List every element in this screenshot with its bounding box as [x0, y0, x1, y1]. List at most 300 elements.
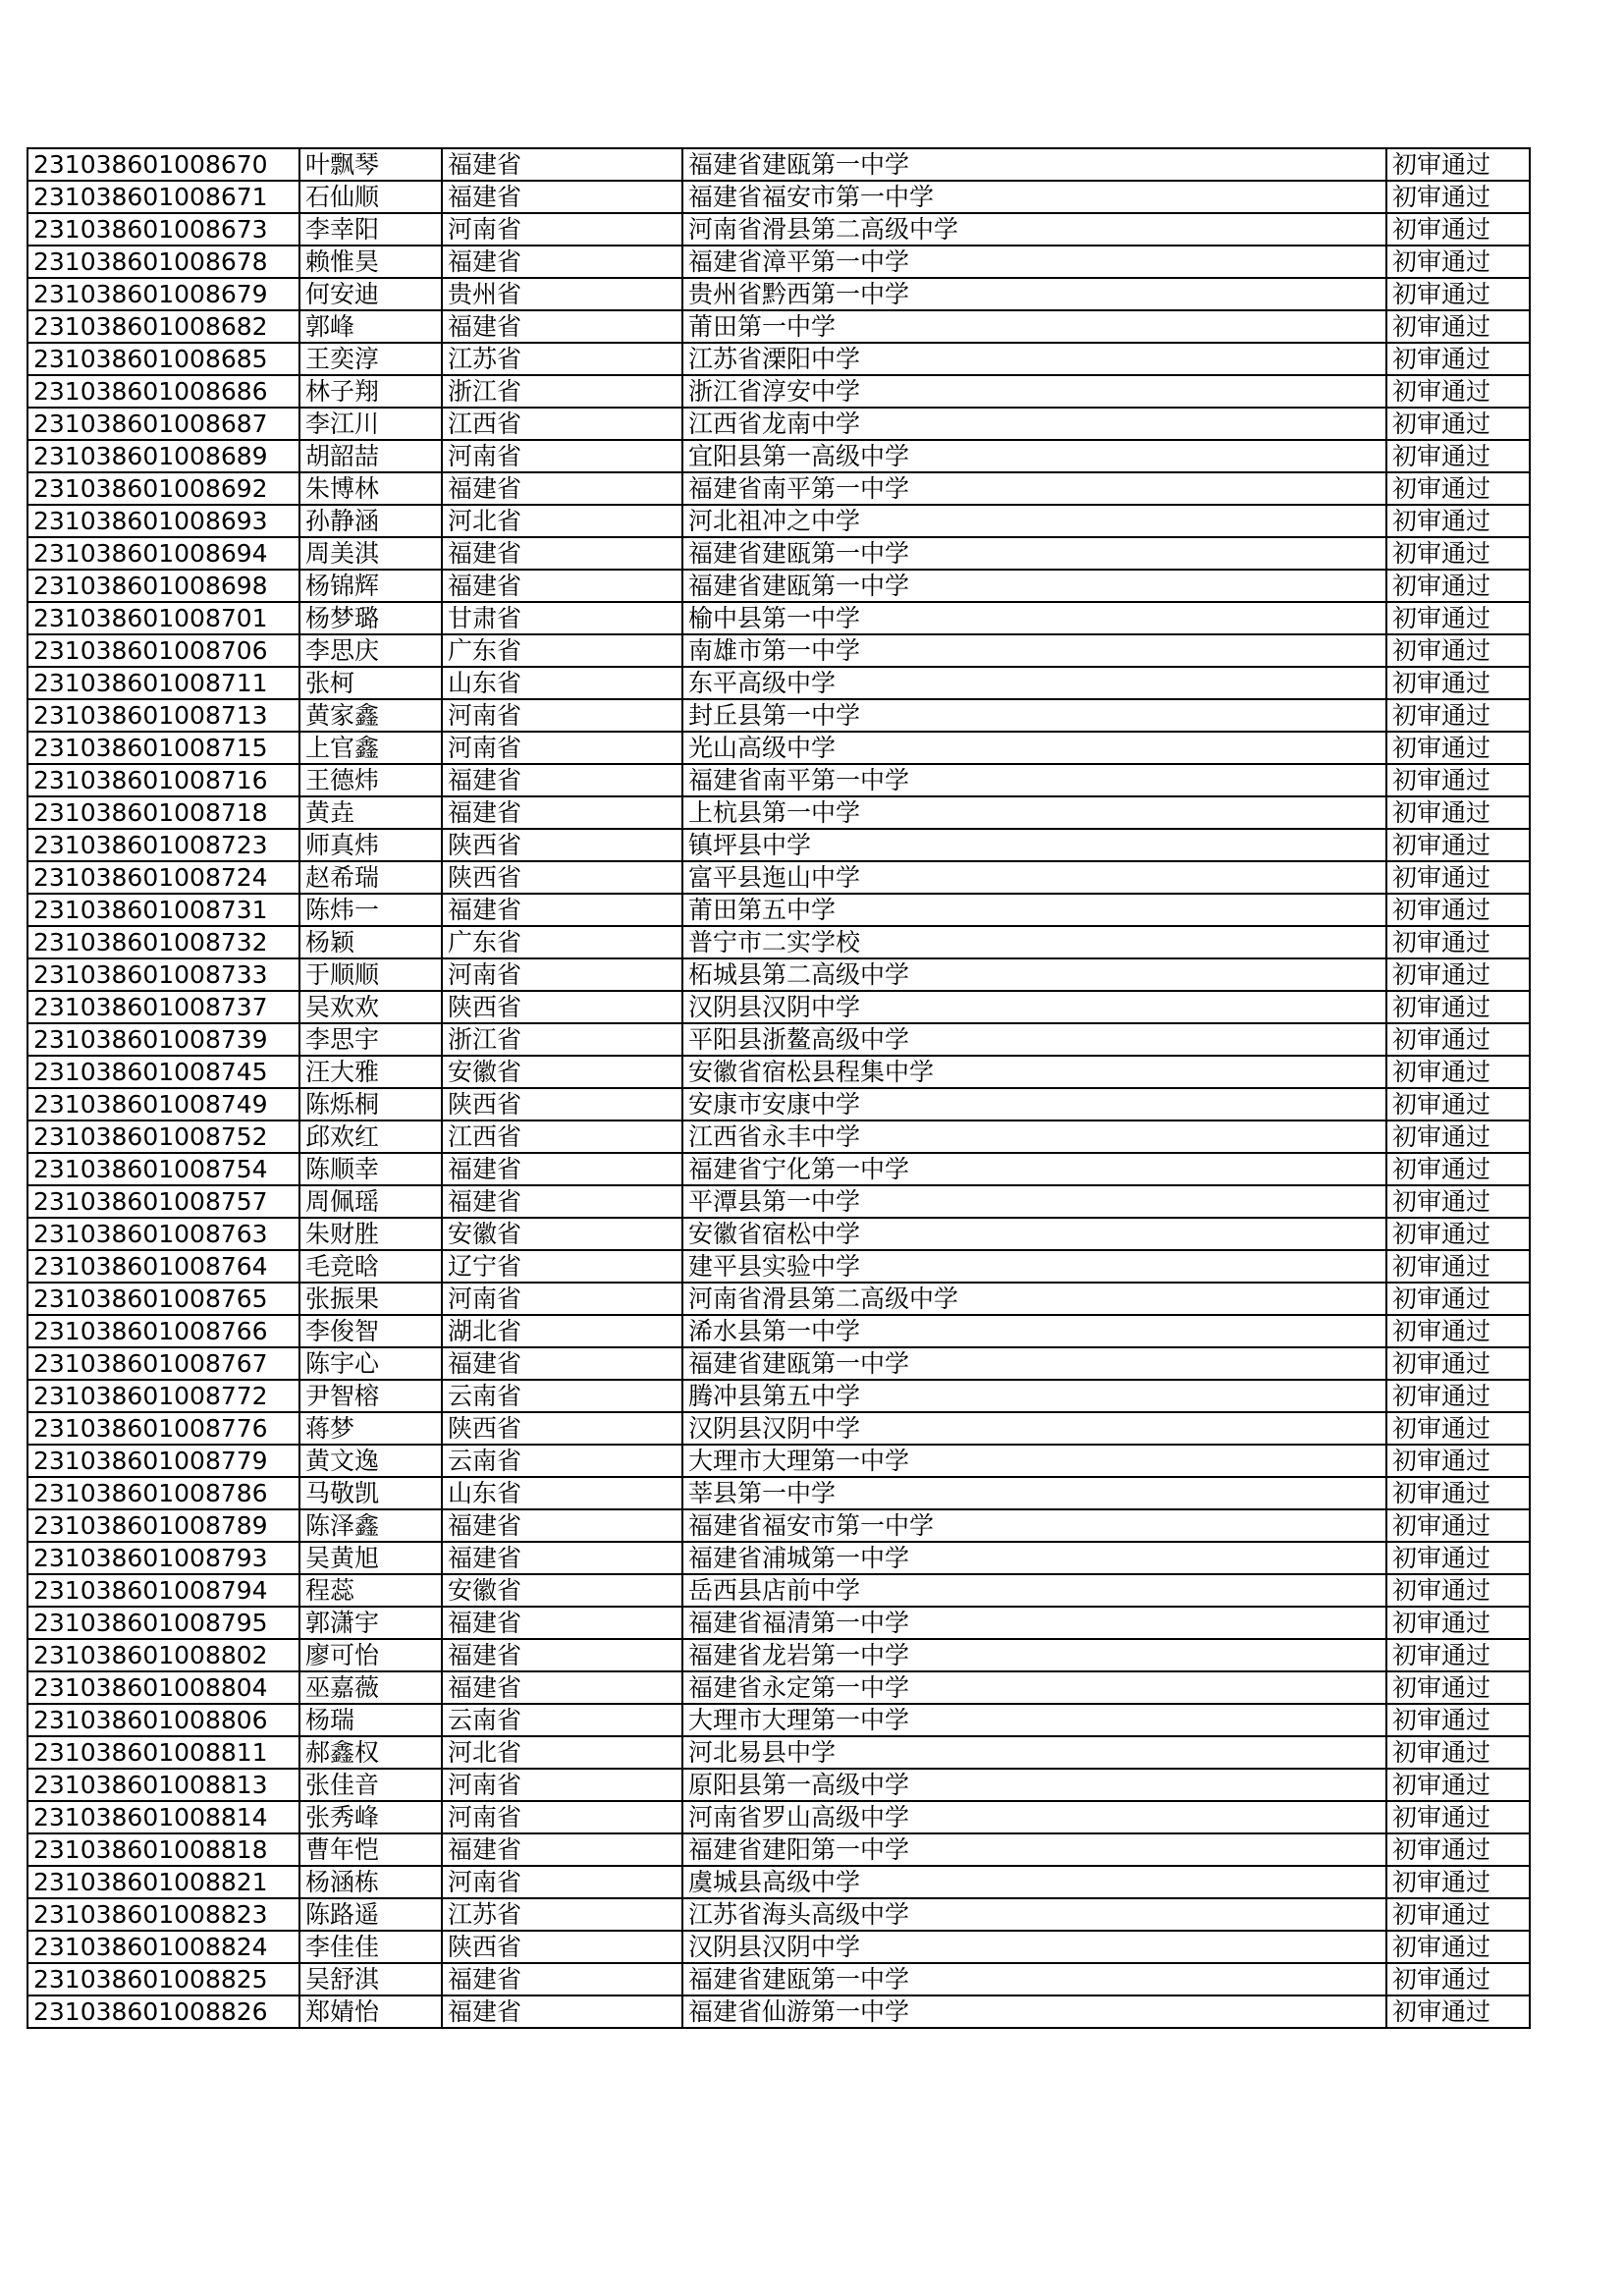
school-cell: 江西省龙南中学	[682, 408, 1386, 440]
school-cell: 福建省浦城第一中学	[682, 1542, 1386, 1574]
applicant-id-cell: 231038601008772	[27, 1380, 299, 1412]
applicant-id-cell: 231038601008713	[27, 699, 299, 732]
review-status-cell: 初审通过	[1386, 1056, 1530, 1088]
applicant-id-cell: 231038601008694	[27, 537, 299, 570]
applicant-id-cell: 231038601008682	[27, 310, 299, 343]
review-status-cell: 初审通过	[1386, 1671, 1530, 1704]
applicant-name-cell: 廖可怡	[299, 1639, 442, 1671]
school-cell: 福建省建瓯第一中学	[682, 1963, 1386, 1995]
applicant-id-cell: 231038601008757	[27, 1185, 299, 1218]
applicant-id-cell: 231038601008679	[27, 278, 299, 310]
school-cell: 河南省滑县第二高级中学	[682, 213, 1386, 246]
review-status-cell: 初审通过	[1386, 1607, 1530, 1639]
province-cell: 福建省	[442, 894, 682, 926]
applicant-id-cell: 231038601008689	[27, 440, 299, 472]
applicant-id-cell: 231038601008733	[27, 958, 299, 991]
applicant-name-cell: 吴黄旭	[299, 1542, 442, 1574]
table-row	[27, 602, 1530, 634]
table-row	[27, 958, 1530, 991]
table-row	[27, 1639, 1530, 1671]
school-cell: 平阳县浙鳌高级中学	[682, 1023, 1386, 1056]
province-cell: 福建省	[442, 1153, 682, 1185]
review-status-cell: 初审通过	[1386, 148, 1530, 181]
province-cell: 福建省	[442, 1347, 682, 1380]
applicant-id-cell: 231038601008670	[27, 148, 299, 181]
table-row	[27, 1995, 1530, 2028]
review-status-cell: 初审通过	[1386, 602, 1530, 634]
school-cell: 普宁市二实学校	[682, 926, 1386, 958]
province-cell: 福建省	[442, 246, 682, 278]
applicant-id-cell: 231038601008818	[27, 1833, 299, 1866]
province-cell: 江西省	[442, 408, 682, 440]
table-row	[27, 1347, 1530, 1380]
applicant-name-cell: 于顺顺	[299, 958, 442, 991]
province-cell: 福建省	[442, 1995, 682, 2028]
review-status-cell: 初审通过	[1386, 991, 1530, 1023]
applicant-name-cell: 陈炜一	[299, 894, 442, 926]
table-row	[27, 148, 1530, 181]
applicant-id-cell: 231038601008716	[27, 764, 299, 796]
table-row	[27, 829, 1530, 861]
applicant-name-cell: 程蕊	[299, 1574, 442, 1607]
school-cell: 原阳县第一高级中学	[682, 1769, 1386, 1801]
review-status-cell: 初审通过	[1386, 408, 1530, 440]
applicant-name-cell: 张佳音	[299, 1769, 442, 1801]
school-cell: 福建省仙游第一中学	[682, 1995, 1386, 2028]
school-cell: 岳西县店前中学	[682, 1574, 1386, 1607]
table-row	[27, 505, 1530, 537]
province-cell: 江西省	[442, 1121, 682, 1153]
table-row	[27, 570, 1530, 602]
applicant-name-cell: 周美淇	[299, 537, 442, 570]
table-row	[27, 1477, 1530, 1509]
province-cell: 河南省	[442, 1283, 682, 1315]
applicant-id-cell: 231038601008687	[27, 408, 299, 440]
applicant-name-cell: 蒋梦	[299, 1412, 442, 1445]
school-cell: 福建省龙岩第一中学	[682, 1639, 1386, 1671]
province-cell: 浙江省	[442, 1023, 682, 1056]
table-row	[27, 213, 1530, 246]
province-cell: 陕西省	[442, 861, 682, 894]
province-cell: 福建省	[442, 1542, 682, 1574]
review-status-cell: 初审通过	[1386, 796, 1530, 829]
table-row	[27, 1315, 1530, 1347]
school-cell: 汉阴县汉阴中学	[682, 1931, 1386, 1963]
province-cell: 云南省	[442, 1380, 682, 1412]
applicant-id-cell: 231038601008706	[27, 634, 299, 667]
applicant-name-cell: 陈宇心	[299, 1347, 442, 1380]
province-cell: 江苏省	[442, 343, 682, 375]
applicant-name-cell: 吴欢欢	[299, 991, 442, 1023]
province-cell: 陕西省	[442, 1412, 682, 1445]
province-cell: 云南省	[442, 1704, 682, 1736]
province-cell: 福建省	[442, 570, 682, 602]
province-cell: 浙江省	[442, 375, 682, 408]
table-row	[27, 1250, 1530, 1283]
review-status-cell: 初审通过	[1386, 246, 1530, 278]
review-status-cell: 初审通过	[1386, 1574, 1530, 1607]
review-status-cell: 初审通过	[1386, 1023, 1530, 1056]
review-status-cell: 初审通过	[1386, 861, 1530, 894]
applicant-id-cell: 231038601008825	[27, 1963, 299, 1995]
applicant-table	[27, 147, 1531, 2029]
school-cell: 上杭县第一中学	[682, 796, 1386, 829]
school-cell: 大理市大理第一中学	[682, 1704, 1386, 1736]
applicant-name-cell: 孙静涵	[299, 505, 442, 537]
review-status-cell: 初审通过	[1386, 667, 1530, 699]
school-cell: 江苏省海头高级中学	[682, 1898, 1386, 1931]
table-row	[27, 991, 1530, 1023]
review-status-cell: 初审通过	[1386, 472, 1530, 505]
table-row	[27, 894, 1530, 926]
review-status-cell: 初审通过	[1386, 1121, 1530, 1153]
applicant-id-cell: 231038601008693	[27, 505, 299, 537]
province-cell: 辽宁省	[442, 1250, 682, 1283]
applicant-id-cell: 231038601008814	[27, 1801, 299, 1833]
applicant-id-cell: 231038601008786	[27, 1477, 299, 1509]
school-cell: 河北易县中学	[682, 1736, 1386, 1769]
review-status-cell: 初审通过	[1386, 958, 1530, 991]
province-cell: 河南省	[442, 1866, 682, 1898]
review-status-cell: 初审通过	[1386, 1412, 1530, 1445]
school-cell: 虞城县高级中学	[682, 1866, 1386, 1898]
applicant-id-cell: 231038601008806	[27, 1704, 299, 1736]
applicant-id-cell: 231038601008737	[27, 991, 299, 1023]
province-cell: 福建省	[442, 796, 682, 829]
review-status-cell: 初审通过	[1386, 505, 1530, 537]
review-status-cell: 初审通过	[1386, 1639, 1530, 1671]
applicant-name-cell: 张柯	[299, 667, 442, 699]
table-row	[27, 1121, 1530, 1153]
applicant-id-cell: 231038601008732	[27, 926, 299, 958]
applicant-name-cell: 张秀峰	[299, 1801, 442, 1833]
school-cell: 宜阳县第一高级中学	[682, 440, 1386, 472]
review-status-cell: 初审通过	[1386, 1801, 1530, 1833]
applicant-id-cell: 231038601008823	[27, 1898, 299, 1931]
table-row	[27, 1542, 1530, 1574]
school-cell: 福建省永定第一中学	[682, 1671, 1386, 1704]
table-row	[27, 1833, 1530, 1866]
applicant-id-cell: 231038601008754	[27, 1153, 299, 1185]
applicant-id-cell: 231038601008766	[27, 1315, 299, 1347]
school-cell: 南雄市第一中学	[682, 634, 1386, 667]
review-status-cell: 初审通过	[1386, 570, 1530, 602]
province-cell: 河南省	[442, 1769, 682, 1801]
school-cell: 建平县实验中学	[682, 1250, 1386, 1283]
applicant-name-cell: 郭峰	[299, 310, 442, 343]
school-cell: 平潭县第一中学	[682, 1185, 1386, 1218]
applicant-name-cell: 杨颖	[299, 926, 442, 958]
applicant-name-cell: 杨梦璐	[299, 602, 442, 634]
table-row	[27, 1671, 1530, 1704]
review-status-cell: 初审通过	[1386, 1250, 1530, 1283]
province-cell: 福建省	[442, 764, 682, 796]
table-row	[27, 1898, 1530, 1931]
review-status-cell: 初审通过	[1386, 1088, 1530, 1121]
table-row	[27, 796, 1530, 829]
table-row	[27, 472, 1530, 505]
applicant-id-cell: 231038601008745	[27, 1056, 299, 1088]
table-row	[27, 1769, 1530, 1801]
province-cell: 河南省	[442, 1801, 682, 1833]
review-status-cell: 初审通过	[1386, 1736, 1530, 1769]
table-row	[27, 1607, 1530, 1639]
province-cell: 陕西省	[442, 991, 682, 1023]
school-cell: 河北祖冲之中学	[682, 505, 1386, 537]
province-cell: 陕西省	[442, 829, 682, 861]
table-row	[27, 1412, 1530, 1445]
applicant-id-cell: 231038601008685	[27, 343, 299, 375]
applicant-name-cell: 林子翔	[299, 375, 442, 408]
applicant-id-cell: 231038601008701	[27, 602, 299, 634]
review-status-cell: 初审通过	[1386, 1218, 1530, 1250]
applicant-name-cell: 马敬凯	[299, 1477, 442, 1509]
table-row	[27, 408, 1530, 440]
review-status-cell: 初审通过	[1386, 343, 1530, 375]
applicant-id-cell: 231038601008749	[27, 1088, 299, 1121]
applicant-id-cell: 231038601008671	[27, 181, 299, 213]
applicant-name-cell: 杨瑞	[299, 1704, 442, 1736]
province-cell: 陕西省	[442, 1088, 682, 1121]
school-cell: 腾冲县第五中学	[682, 1380, 1386, 1412]
applicant-name-cell: 叶飘琴	[299, 148, 442, 181]
applicant-name-cell: 陈泽鑫	[299, 1509, 442, 1542]
review-status-cell: 初审通过	[1386, 1898, 1530, 1931]
province-cell: 山东省	[442, 1477, 682, 1509]
province-cell: 河南省	[442, 213, 682, 246]
applicant-name-cell: 赖惟昊	[299, 246, 442, 278]
applicant-id-cell: 231038601008765	[27, 1283, 299, 1315]
school-cell: 安徽省宿松中学	[682, 1218, 1386, 1250]
province-cell: 福建省	[442, 1963, 682, 1995]
applicant-name-cell: 张振果	[299, 1283, 442, 1315]
review-status-cell: 初审通过	[1386, 1833, 1530, 1866]
school-cell: 莆田第五中学	[682, 894, 1386, 926]
applicant-name-cell: 赵希瑞	[299, 861, 442, 894]
province-cell: 河北省	[442, 1736, 682, 1769]
school-cell: 福建省建瓯第一中学	[682, 537, 1386, 570]
table-row	[27, 1574, 1530, 1607]
table-row	[27, 732, 1530, 764]
table-row	[27, 1023, 1530, 1056]
applicant-name-cell: 汪大雅	[299, 1056, 442, 1088]
applicant-id-cell: 231038601008673	[27, 213, 299, 246]
school-cell: 光山高级中学	[682, 732, 1386, 764]
review-status-cell: 初审通过	[1386, 181, 1530, 213]
school-cell: 浙江省淳安中学	[682, 375, 1386, 408]
school-cell: 浠水县第一中学	[682, 1315, 1386, 1347]
review-status-cell: 初审通过	[1386, 1153, 1530, 1185]
province-cell: 福建省	[442, 1833, 682, 1866]
applicant-name-cell: 王奕淳	[299, 343, 442, 375]
applicant-id-cell: 231038601008764	[27, 1250, 299, 1283]
applicant-name-cell: 朱博林	[299, 472, 442, 505]
applicant-id-cell: 231038601008794	[27, 1574, 299, 1607]
table-row	[27, 667, 1530, 699]
table-row	[27, 181, 1530, 213]
applicant-name-cell: 杨锦辉	[299, 570, 442, 602]
applicant-name-cell: 黄文逸	[299, 1445, 442, 1477]
school-cell: 汉阴县汉阴中学	[682, 991, 1386, 1023]
school-cell: 福建省漳平第一中学	[682, 246, 1386, 278]
review-status-cell: 初审通过	[1386, 1963, 1530, 1995]
province-cell: 广东省	[442, 926, 682, 958]
table-row	[27, 343, 1530, 375]
province-cell: 福建省	[442, 181, 682, 213]
table-row	[27, 1801, 1530, 1833]
school-cell: 镇坪县中学	[682, 829, 1386, 861]
applicant-id-cell: 231038601008795	[27, 1607, 299, 1639]
school-cell: 福建省建瓯第一中学	[682, 148, 1386, 181]
province-cell: 福建省	[442, 148, 682, 181]
applicant-id-cell: 231038601008804	[27, 1671, 299, 1704]
applicant-name-cell: 石仙顺	[299, 181, 442, 213]
applicant-id-cell: 231038601008821	[27, 1866, 299, 1898]
review-status-cell: 初审通过	[1386, 440, 1530, 472]
review-status-cell: 初审通过	[1386, 1509, 1530, 1542]
school-cell: 福建省福安市第一中学	[682, 181, 1386, 213]
review-status-cell: 初审通过	[1386, 764, 1530, 796]
table-row	[27, 1445, 1530, 1477]
review-status-cell: 初审通过	[1386, 375, 1530, 408]
school-cell: 福建省建瓯第一中学	[682, 570, 1386, 602]
applicant-id-cell: 231038601008763	[27, 1218, 299, 1250]
table-row	[27, 310, 1530, 343]
school-cell: 福建省福清第一中学	[682, 1607, 1386, 1639]
table-row	[27, 1283, 1530, 1315]
applicant-id-cell: 231038601008776	[27, 1412, 299, 1445]
province-cell: 广东省	[442, 634, 682, 667]
table-row	[27, 1088, 1530, 1121]
table-row	[27, 1509, 1530, 1542]
school-cell: 安康市安康中学	[682, 1088, 1386, 1121]
school-cell: 安徽省宿松县程集中学	[682, 1056, 1386, 1088]
review-status-cell: 初审通过	[1386, 1542, 1530, 1574]
review-status-cell: 初审通过	[1386, 1347, 1530, 1380]
province-cell: 福建省	[442, 1509, 682, 1542]
applicant-name-cell: 陈烁桐	[299, 1088, 442, 1121]
applicant-name-cell: 黄家鑫	[299, 699, 442, 732]
applicant-name-cell: 陈顺幸	[299, 1153, 442, 1185]
review-status-cell: 初审通过	[1386, 310, 1530, 343]
province-cell: 福建省	[442, 537, 682, 570]
applicant-id-cell: 231038601008767	[27, 1347, 299, 1380]
review-status-cell: 初审通过	[1386, 1380, 1530, 1412]
applicant-name-cell: 邱欢红	[299, 1121, 442, 1153]
table-row	[27, 1153, 1530, 1185]
province-cell: 云南省	[442, 1445, 682, 1477]
applicant-name-cell: 周佩瑶	[299, 1185, 442, 1218]
review-status-cell: 初审通过	[1386, 926, 1530, 958]
review-status-cell: 初审通过	[1386, 1477, 1530, 1509]
review-status-cell: 初审通过	[1386, 1315, 1530, 1347]
table-row	[27, 926, 1530, 958]
province-cell: 福建省	[442, 472, 682, 505]
province-cell: 福建省	[442, 310, 682, 343]
table-row	[27, 1736, 1530, 1769]
school-cell: 江西省永丰中学	[682, 1121, 1386, 1153]
school-cell: 东平高级中学	[682, 667, 1386, 699]
school-cell: 柘城县第二高级中学	[682, 958, 1386, 991]
school-cell: 福建省福安市第一中学	[682, 1509, 1386, 1542]
applicant-name-cell: 王德炜	[299, 764, 442, 796]
applicant-name-cell: 李幸阳	[299, 213, 442, 246]
school-cell: 河南省罗山高级中学	[682, 1801, 1386, 1833]
province-cell: 陕西省	[442, 1931, 682, 1963]
table-row	[27, 699, 1530, 732]
table-row	[27, 537, 1530, 570]
table-row	[27, 278, 1530, 310]
province-cell: 河南省	[442, 732, 682, 764]
applicant-id-cell: 231038601008724	[27, 861, 299, 894]
review-status-cell: 初审通过	[1386, 699, 1530, 732]
school-cell: 福建省建瓯第一中学	[682, 1347, 1386, 1380]
province-cell: 湖北省	[442, 1315, 682, 1347]
applicant-id-cell: 231038601008789	[27, 1509, 299, 1542]
review-status-cell: 初审通过	[1386, 894, 1530, 926]
province-cell: 甘肃省	[442, 602, 682, 634]
table-row	[27, 764, 1530, 796]
applicant-name-cell: 朱财胜	[299, 1218, 442, 1250]
table-row	[27, 1056, 1530, 1088]
applicant-id-cell: 231038601008678	[27, 246, 299, 278]
school-cell: 河南省滑县第二高级中学	[682, 1283, 1386, 1315]
table-row	[27, 1963, 1530, 1995]
applicant-id-cell: 231038601008718	[27, 796, 299, 829]
applicant-id-cell: 231038601008752	[27, 1121, 299, 1153]
review-status-cell: 初审通过	[1386, 278, 1530, 310]
school-cell: 榆中县第一中学	[682, 602, 1386, 634]
school-cell: 莆田第一中学	[682, 310, 1386, 343]
applicant-name-cell: 郭潇宇	[299, 1607, 442, 1639]
school-cell: 福建省宁化第一中学	[682, 1153, 1386, 1185]
table-row	[27, 1704, 1530, 1736]
review-status-cell: 初审通过	[1386, 829, 1530, 861]
school-cell: 江苏省溧阳中学	[682, 343, 1386, 375]
review-status-cell: 初审通过	[1386, 213, 1530, 246]
applicant-id-cell: 231038601008779	[27, 1445, 299, 1477]
table-row	[27, 440, 1530, 472]
applicant-id-cell: 231038601008723	[27, 829, 299, 861]
applicant-name-cell: 李佳佳	[299, 1931, 442, 1963]
applicant-name-cell: 曹年恺	[299, 1833, 442, 1866]
school-cell: 福建省南平第一中学	[682, 472, 1386, 505]
review-status-cell: 初审通过	[1386, 1931, 1530, 1963]
applicant-name-cell: 吴舒淇	[299, 1963, 442, 1995]
applicant-id-cell: 231038601008813	[27, 1769, 299, 1801]
applicant-name-cell: 李江川	[299, 408, 442, 440]
school-cell: 莘县第一中学	[682, 1477, 1386, 1509]
applicant-id-cell: 231038601008692	[27, 472, 299, 505]
review-status-cell: 初审通过	[1386, 1995, 1530, 2028]
table-row	[27, 1185, 1530, 1218]
applicant-id-cell: 231038601008739	[27, 1023, 299, 1056]
school-cell: 福建省建阳第一中学	[682, 1833, 1386, 1866]
review-status-cell: 初审通过	[1386, 537, 1530, 570]
applicant-id-cell: 231038601008715	[27, 732, 299, 764]
province-cell: 贵州省	[442, 278, 682, 310]
province-cell: 安徽省	[442, 1218, 682, 1250]
province-cell: 河南省	[442, 699, 682, 732]
province-cell: 安徽省	[442, 1574, 682, 1607]
province-cell: 江苏省	[442, 1898, 682, 1931]
province-cell: 河南省	[442, 440, 682, 472]
province-cell: 福建省	[442, 1607, 682, 1639]
applicant-name-cell: 李思庆	[299, 634, 442, 667]
applicant-id-cell: 231038601008686	[27, 375, 299, 408]
province-cell: 河北省	[442, 505, 682, 537]
table-row	[27, 861, 1530, 894]
